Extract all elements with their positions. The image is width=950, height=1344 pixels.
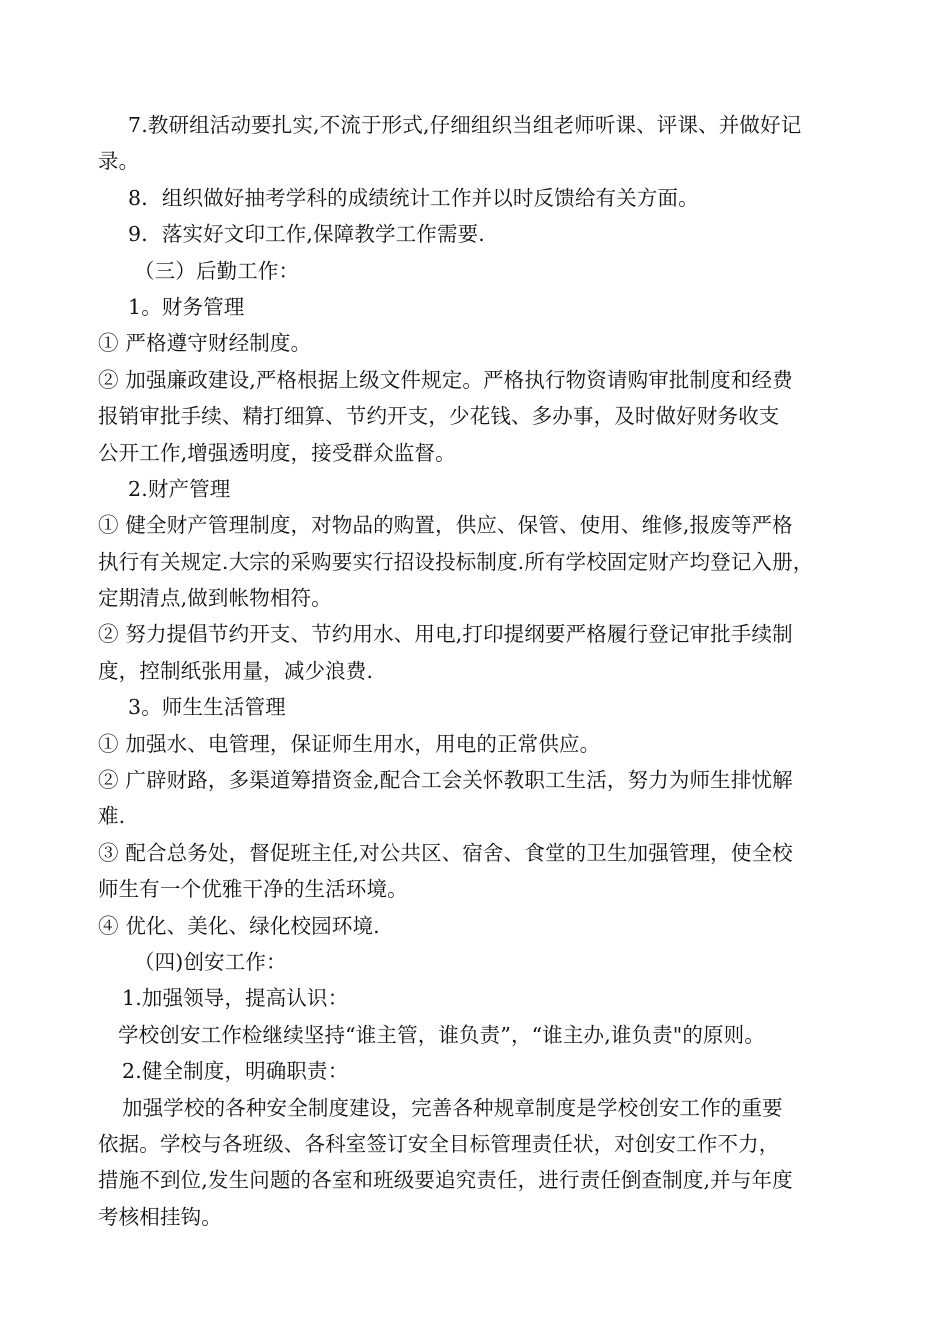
text-line: 9．落实好文印工作,保障教学工作需要.	[128, 222, 485, 247]
text-line: 考核相挂钩。	[98, 1204, 222, 1229]
text-line: ② 加强廉政建设,严格根据上级文件规定。严格执行物资请购审批制度和经费	[98, 367, 793, 392]
text-line: ② 广辟财路，多渠道筹措资金,配合工会关怀教职工生活，努力为师生排忧解	[98, 768, 793, 793]
text-line: 定期清点,做到帐物相符。	[98, 586, 332, 611]
text-line: 1.加强领导，提高认识：	[122, 986, 349, 1011]
text-line: 师生有一个优雅干净的生活环境。	[98, 877, 408, 902]
text-line: 学校创安工作检继续坚持“谁主管，谁负责”，“谁主办,谁负责"的原则。	[118, 1022, 765, 1047]
text-line: 报销审批手续、精打细算、节约开支，少花钱、多办事，及时做好财务收支	[98, 404, 780, 429]
text-line: 录。	[98, 149, 140, 174]
text-line: 2.健全制度，明确职责：	[122, 1059, 349, 1084]
text-line: 7.教研组活动要扎实,不流于形式,仔细组织当组老师听课、评课、并做好记	[128, 113, 802, 137]
text-line: ④ 优化、美化、绿化校园环境.	[98, 913, 380, 938]
text-line: ① 健全财产管理制度，对物品的购置，供应、保管、使用、维修,报废等严格	[98, 513, 793, 538]
document-body	[98, 107, 858, 1235]
text-line: ① 严格遵守财经制度。	[98, 331, 312, 356]
text-line: （三）后勤工作：	[134, 258, 300, 283]
text-line: 1。财务管理	[128, 294, 245, 319]
text-line: 2.财产管理	[128, 476, 231, 501]
text-line: ③ 配合总务处，督促班主任,对公共区、宿舍、食堂的卫生加强管理，使全校	[98, 840, 793, 865]
text-line: 公开工作,增强透明度，接受群众监督。	[98, 440, 456, 465]
text-line: ② 努力提倡节约开支、节约用水、用电,打印提纲要严格履行登记审批手续制	[98, 622, 793, 647]
text-line: 3。师生生活管理	[128, 695, 286, 720]
text-line: 度，控制纸张用量，减少浪费.	[98, 658, 374, 683]
text-line: 加强学校的各种安全制度建设，完善各种规章制度是学校创安工作的重要	[122, 1095, 783, 1120]
text-line: （四)创安工作：	[134, 949, 287, 974]
text-line: 难.	[98, 804, 126, 829]
text-line: ① 加强水、电管理，保证师生用水，用电的正常供应。	[98, 731, 601, 756]
text-line: 执行有关规定.大宗的采购要实行招设投标制度.所有学校固定财产均登记入册，	[98, 549, 814, 574]
text-line: 8．组织做好抽考学科的成绩统计工作并以时反馈给有关方面。	[128, 185, 699, 210]
text-line: 措施不到位,发生问题的各室和班级要追究责任，进行责任倒查制度,并与年度	[98, 1168, 793, 1193]
text-line: 依据。学校与各班级、各科室签订安全目标管理责任状，对创安工作不力，	[98, 1131, 780, 1156]
